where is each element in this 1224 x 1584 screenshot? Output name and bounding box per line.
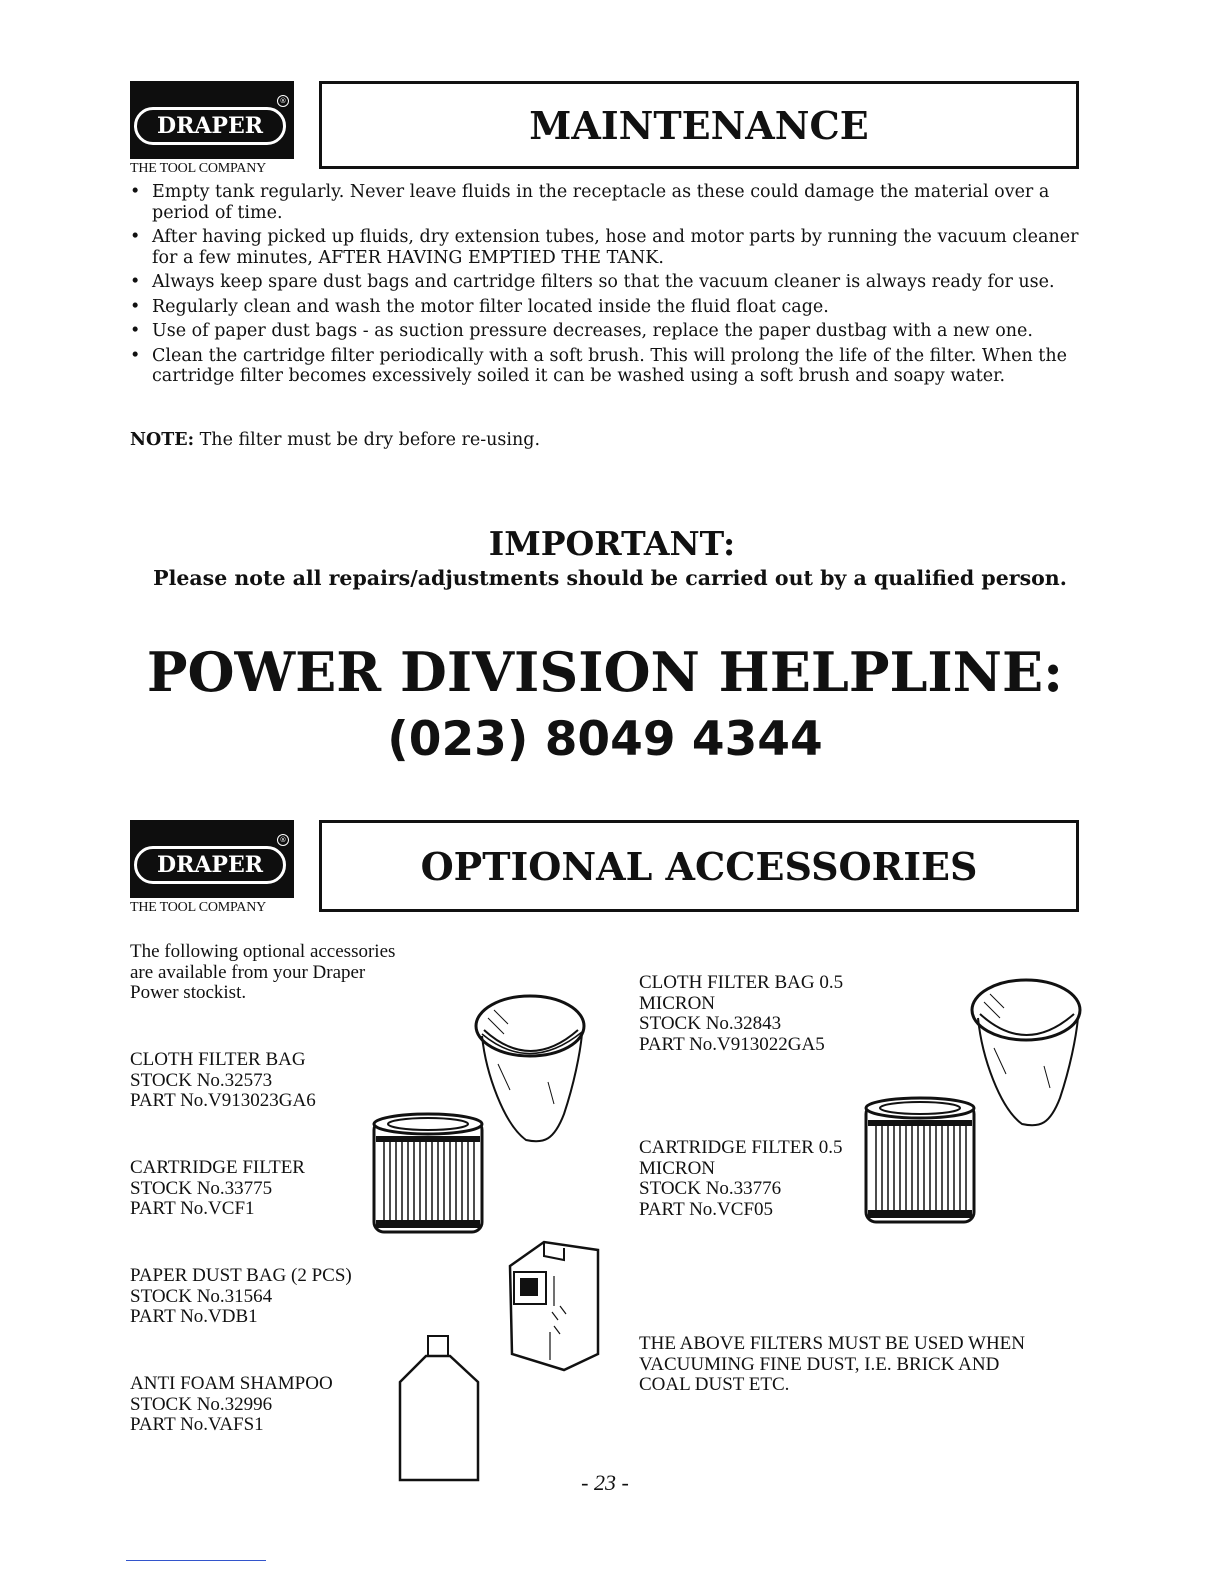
accessory-stock-no: STOCK No.33775	[130, 1177, 273, 1199]
accessory-part-no: PART No.VDB1	[130, 1306, 258, 1327]
accessory-part-no: PART No.VCF1	[130, 1198, 255, 1219]
accessory-cloth-filter-bag-05	[639, 973, 843, 1055]
accessory-stock-no: STOCK No.33776	[639, 1178, 782, 1199]
list-item: • Use of paper dust bags - as suction pressure decreases, replace the paper dustbag with a new one.	[130, 321, 1085, 342]
maintenance-heading: MAINTENANCE	[319, 81, 1079, 169]
accessory-name: ANTI FOAM SHAMPOO	[130, 1373, 333, 1394]
warning-line: VACUUMING FINE DUST, I.E. BRICK AND	[639, 1353, 1000, 1375]
important-heading: IMPORTANT:	[488, 524, 736, 563]
footer-rule	[126, 1560, 266, 1561]
shampoo-bottle-illustration	[398, 1334, 482, 1484]
list-item: • Empty tank regularly. Never leave fluids in the receptacle as these could damage the material over a period of time.	[130, 182, 1085, 223]
warning-line: COAL DUST ETC.	[639, 1374, 790, 1395]
accessory-part-no: PART No.V913022GA5	[639, 1033, 825, 1055]
cloth-filter-bag-illustration	[474, 994, 594, 1146]
accessory-cloth-filter-bag	[130, 1050, 316, 1112]
note-label: NOTE:	[130, 430, 195, 450]
maintenance-note	[130, 430, 540, 450]
accessory-stock-no: STOCK No.32573	[130, 1069, 273, 1091]
accessory-stock-no: STOCK No.32996	[130, 1393, 273, 1415]
maintenance-list	[130, 182, 1085, 391]
accessory-part-no: PART No.VCF05	[639, 1198, 774, 1220]
accessory-part-no: PART No.VAFS1	[130, 1414, 264, 1435]
accessory-cartridge-filter	[130, 1158, 305, 1220]
accessory-part-no: PART No.V913023GA6	[130, 1090, 316, 1111]
accessory-name: CARTRIDGE FILTER 0.5	[639, 1137, 843, 1158]
accessory-stock-no: STOCK No.32843	[639, 1013, 782, 1034]
intro-line: Power stockist.	[130, 982, 247, 1003]
draper-logo-wordmark: DRAPER	[134, 107, 286, 145]
page-number: - 23 -	[581, 1470, 629, 1495]
logo-tagline: THE TOOL COMPANY	[130, 161, 267, 176]
intro-line: The following optional accessories	[130, 941, 396, 962]
warning-line: THE ABOVE FILTERS MUST BE USED WHEN	[639, 1333, 1026, 1354]
note-text: The filter must be dry before re-using.	[194, 430, 541, 450]
registered-mark: ®	[277, 95, 289, 107]
helpline-title: POWER DIVISION HELPLINE:	[146, 640, 1064, 704]
accessories-heading: OPTIONAL ACCESSORIES	[319, 820, 1079, 912]
list-item: • Always keep spare dust bags and cartridge filters so that the vacuum cleaner is always ready for use.	[130, 272, 1085, 293]
accessory-name-cont: MICRON	[639, 1157, 716, 1179]
draper-logo	[130, 820, 296, 916]
draper-logo-wordmark: DRAPER	[134, 846, 286, 884]
accessory-cartridge-filter-05	[639, 1138, 842, 1220]
accessory-stock-no: STOCK No.31564	[130, 1285, 273, 1307]
helpline-phone: (023) 8049 4344	[387, 712, 823, 767]
registered-mark: ®	[277, 834, 289, 846]
accessory-name-cont: MICRON	[639, 992, 716, 1014]
list-item: • After having picked up fluids, dry extension tubes, hose and motor parts by running the vacuum cleaner for a few minutes, AFTER HAVING EMPTIED THE TANK.	[130, 227, 1085, 268]
paper-dust-bag-illustration	[504, 1236, 602, 1372]
accessory-name: CLOTH FILTER BAG	[130, 1049, 306, 1070]
list-item: • Clean the cartridge filter periodically with a soft brush. This will prolong the life of the filter. When the cartridge filter becomes excessively soiled it can be washed using a soft brush and soapy water.	[130, 346, 1085, 387]
accessory-anti-foam-shampoo	[130, 1374, 333, 1436]
draper-logo	[130, 81, 296, 177]
accessories-intro	[130, 942, 395, 1004]
intro-line: are available from your Draper	[130, 961, 366, 983]
cartridge-filter-illustration	[864, 1096, 976, 1230]
accessory-name: PAPER DUST BAG (2 PCS)	[130, 1265, 352, 1286]
cartridge-filter-illustration	[372, 1112, 484, 1240]
accessory-name: CARTRIDGE FILTER	[130, 1157, 305, 1178]
accessory-paper-dust-bag	[130, 1266, 352, 1328]
important-text: Please note all repairs/adjustments should be carried out by a qualified person.	[153, 566, 1067, 590]
logo-tagline: THE TOOL COMPANY	[130, 900, 267, 915]
cloth-filter-bag-illustration	[968, 976, 1088, 1130]
fine-dust-warning	[639, 1334, 1025, 1396]
list-item: • Regularly clean and wash the motor filter located inside the fluid float cage.	[130, 297, 1085, 318]
accessory-name: CLOTH FILTER BAG 0.5	[639, 972, 844, 993]
